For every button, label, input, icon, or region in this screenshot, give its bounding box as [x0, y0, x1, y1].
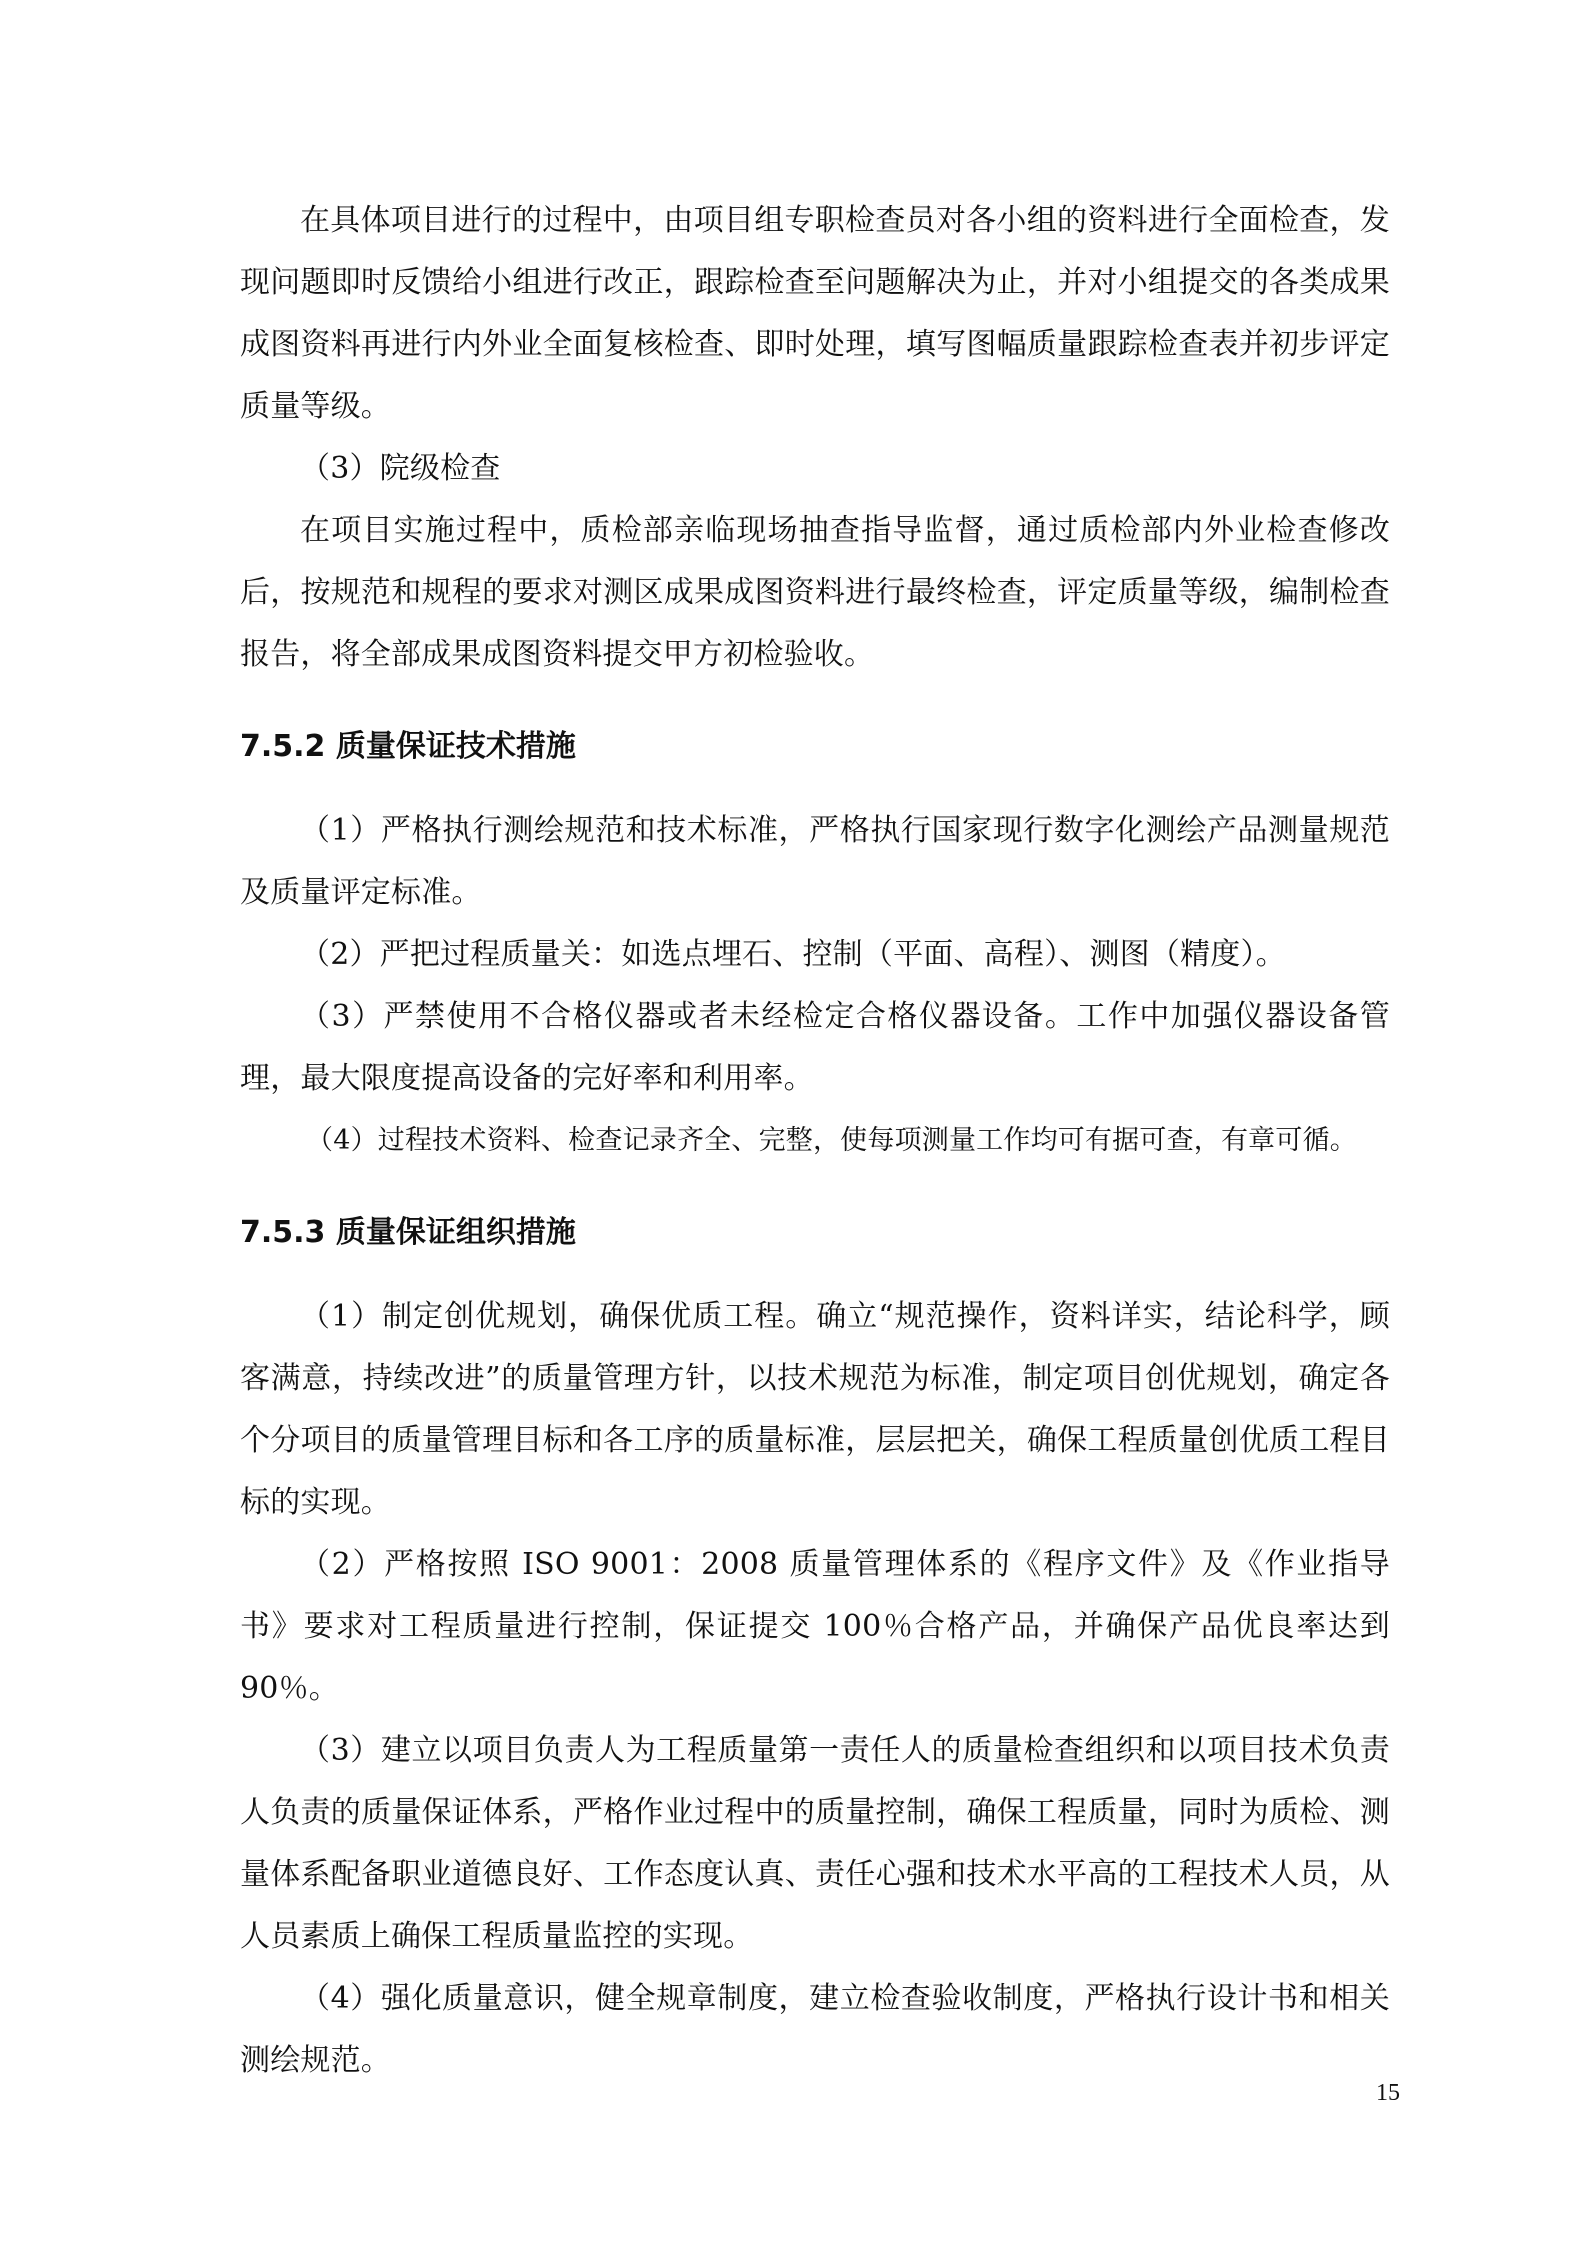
org-measure-2: （2）严格按照 ISO 9001：2008 质量管理体系的《程序文件》及《作业指导书》要求对工程质量进行控制，保证提交 100％合格产品，并确保产品优良率达到 90％。 — [240, 1547, 1390, 1706]
tech-measure-3: （3）严禁使用不合格仪器或者未经检定合格仪器设备。工作中加强仪器设备管理，最大限度提高设备的完好率和利用率。 — [240, 999, 1390, 1096]
org-measure-4: （4）强化质量意识，健全规章制度，建立检查验收制度，严格执行设计书和相关测绘规范。 — [240, 1981, 1390, 2078]
paragraph-institute-check-title: （3）院级检查 — [300, 451, 501, 486]
tech-measure-4: （4）过程技术资料、检查记录齐全、完整，使每项测量工作均可有据可查，有章可循。 — [306, 1125, 1357, 1156]
section-heading-7-5-2: 7.5.2 质量保证技术措施 — [240, 729, 576, 764]
org-measure-3: （3）建立以项目负责人为工程质量第一责任人的质量检查组织和以项目技术负责人负责的质量保证体系，严格作业过程中的质量控制，确保工程质量，同时为质检、测量体系配备职业道德良好、工作态度认真、责任心强和技术水平高的工程技术人员，从人员素质上确保工程质量监控的实现。 — [240, 1733, 1390, 1954]
org-measure-1: （1）制定创优规划，确保优质工程。确立“规范操作，资料详实，结论科学，顾客满意，持续改进”的质量管理方针，以技术规范为标准，制定项目创优规划，确定各个分项目的质量管理目标和各工序的质量标准，层层把关，确保工程质量创优质工程目标的实现。 — [240, 1299, 1390, 1520]
paragraph-institute-check: 在项目实施过程中，质检部亲临现场抽查指导监督，通过质检部内外业检查修改后，按规范和规程的要求对测区成果成图资料进行最终检查，评定质量等级，编制检查报告，将全部成果成图资料提交甲方初检验收。 — [240, 513, 1390, 672]
page-number: 15 — [1376, 2080, 1400, 2106]
paragraph-project-check: 在具体项目进行的过程中，由项目组专职检查员对各小组的资料进行全面检查，发现问题即时反馈给小组进行改正，跟踪检查至问题解决为止，并对小组提交的各类成果成图资料再进行内外业全面复核检查、即时处理，填写图幅质量跟踪检查表并初步评定质量等级。 — [240, 203, 1390, 424]
tech-measure-2: （2）严把过程质量关：如选点埋石、控制（平面、高程）、测图（精度）。 — [300, 937, 1286, 972]
section-heading-7-5-3: 7.5.3 质量保证组织措施 — [240, 1215, 576, 1250]
page-content — [240, 190, 1390, 2092]
tech-measure-1: （1）严格执行测绘规范和技术标准，严格执行国家现行数字化测绘产品测量规范及质量评定标准。 — [240, 813, 1390, 910]
